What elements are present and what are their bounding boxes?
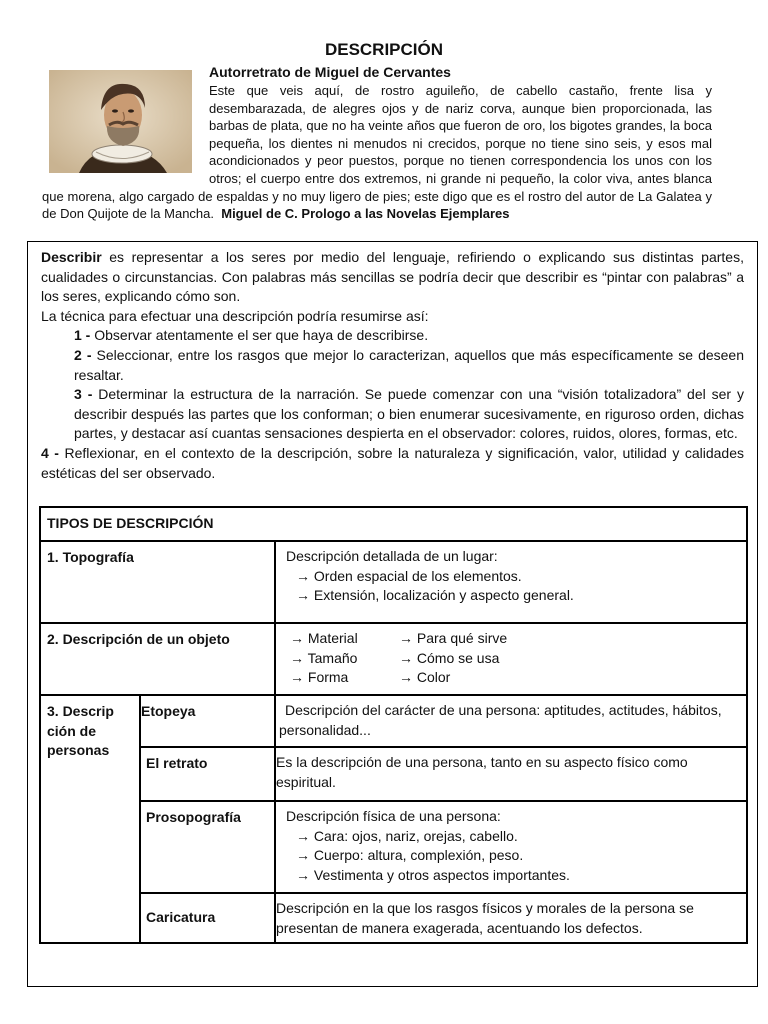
- step-3-number: 3 -: [74, 386, 93, 403]
- table-row-objeto: [40, 623, 747, 695]
- topografia-desc-text: Descripción detallada de un lugar:: [286, 548, 498, 564]
- prosopografia-item-3: → Vestimenta y otros aspectos importantes.: [296, 866, 570, 883]
- step-2-number: 2 -: [74, 346, 92, 363]
- objeto-pair-3: [279, 668, 743, 688]
- table-header-row: [40, 507, 747, 541]
- definition-text: es representar a los seres por medio del lenguaje, refiriendo o explicando sus distintas partes, cualidades o circunstancias. Con palabras más sencillas se podría decir que describir es “pintar con palabras” a los seres, explicando cómo son.: [41, 249, 744, 305]
- step-2-text: Seleccionar, entre los rasgos que mejor lo caracterizan, aquellos que más específicamente se deseen resaltar.: [74, 346, 745, 383]
- objeto-item: → Para qué sirve: [399, 630, 508, 646]
- intro-subtitle: Autorretrato de Miguel de Cervantes: [209, 64, 451, 80]
- step-2: [74, 346, 744, 385]
- etopeya-desc-text: Descripción del carácter de una persona: aptitudes, actitudes, hábitos, personalidad...: [279, 702, 722, 738]
- step-4-text: Reflexionar, en el contexto de la descripción, sobre la naturaleza y significación, valor, utilidad y calidades estéticas del ser observado.: [41, 444, 745, 481]
- definition-paragraph: [41, 248, 744, 307]
- step-1: [74, 326, 744, 346]
- step-1-text: Observar atentamente el ser que haya de describirse.: [90, 327, 429, 344]
- topografia-item-2: → Extensión, localización y aspecto general.: [296, 587, 574, 604]
- table-row-etopeya: [40, 695, 747, 747]
- retrato-description: Es la descripción de una persona, tanto en su aspecto físico como espiritual.: [275, 747, 747, 801]
- objeto-item: → Material: [290, 630, 358, 646]
- intro-text: Este que veis aquí, de rostro aguileño, de cabello castaño, frente lisa y desembarazada, de alegres ojos y de nariz corva, aunque bien proporcionada, las barbas de plata, que no ha veinte años que fueron de oro, los bigotes grandes, la boca pequeña, los dientes ni menudos ni crecidos, porque no tiene sino seis, y esos mal acondicionados y peor puestos, porque no tienen correspondencia los unos con los otros; el cuerpo entre dos extremos, ni grande ni pequeño, la color viva, antes blanca que morena, algo cargado de espaldas y no muy ligero de pies; este digo que es el rostro del autor de La Galatea y de Don Quijote de la Mancha.: [42, 83, 712, 222]
- technique-intro: La técnica para efectuar una descripción podría resumirse así:: [41, 307, 429, 324]
- prosopografia-description: [275, 801, 747, 893]
- step-3: [74, 385, 744, 444]
- description-types-table: [39, 506, 748, 944]
- topografia-item-1: → Orden espacial de los elementos.: [296, 567, 522, 584]
- step-4: [41, 444, 744, 483]
- step-4-number: 4 -: [41, 444, 59, 461]
- prosopografia-item-1: → Cara: ojos, nariz, orejas, cabello.: [296, 827, 518, 844]
- prosopografia-desc-text: Descripción física de una persona:: [286, 808, 501, 824]
- table-row-caricatura: [40, 893, 747, 943]
- objeto-item: → Cómo se usa: [399, 649, 500, 666]
- definition-term: Describir: [41, 249, 102, 265]
- step-3-text: Determinar la estructura de la narración. Se puede comenzar con una “visión totalizadora” del ser y describir después las partes que los conforman; o bien enumerar sucesivamente, en riguroso orden, dichas partes, y destacar así cuantas sensaciones despierta en el observador: colores, ruidos, olores, formas, etc.: [74, 386, 744, 442]
- topografia-description: [275, 541, 747, 623]
- intro-signature: Miguel de C. Prologo a las Novelas Ejemplares: [221, 206, 510, 222]
- table-header: TIPOS DE DESCRIPCIÓN: [40, 507, 747, 541]
- page-title: DESCRIPCIÓN: [324, 40, 444, 59]
- etopeya-label: Etopeya: [140, 695, 275, 747]
- description-explanation: [41, 248, 744, 483]
- objeto-label: 2. Descripción de un objeto: [40, 623, 275, 695]
- objeto-description: [275, 623, 747, 695]
- cervantes-intro: [42, 63, 712, 223]
- table-row-retrato: [40, 747, 747, 801]
- table-row-prosopografia: [40, 801, 747, 893]
- objeto-item: → Forma: [290, 669, 349, 686]
- objeto-pair-2: [279, 649, 743, 669]
- etopeya-description: [275, 695, 747, 747]
- caricatura-description: Descripción en la que los rasgos físicos y morales de la persona se presentan de manera exagerada, acentuando los defectos.: [275, 893, 747, 943]
- step-1-number: 1 -: [74, 327, 91, 344]
- prosopografia-label: Prosopografía: [140, 801, 275, 893]
- retrato-label: El retrato: [140, 747, 275, 801]
- objeto-item: → Color: [399, 669, 451, 686]
- topografia-label: 1. Topografía: [40, 541, 275, 623]
- objeto-pair-1: [279, 629, 743, 649]
- personas-label: 3. Descrip ción de personas: [40, 695, 140, 943]
- prosopografia-item-2: → Cuerpo: altura, complexión, peso.: [296, 847, 524, 864]
- caricatura-label: Caricatura: [140, 893, 275, 943]
- table-row-topografia: [40, 541, 747, 623]
- objeto-item: → Tamaño: [290, 649, 358, 666]
